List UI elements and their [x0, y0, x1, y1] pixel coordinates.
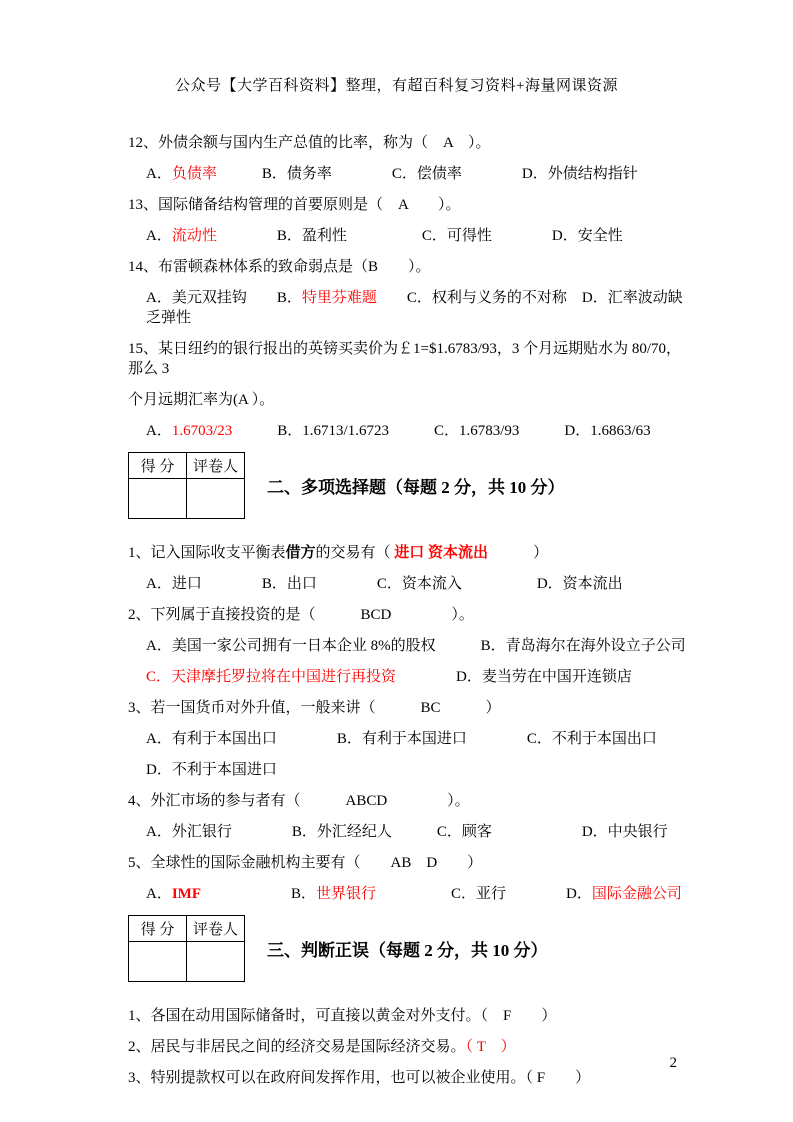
text-line — [128, 339, 686, 379]
text-line — [128, 543, 686, 563]
text-segment: 国际金融公司 — [591, 886, 682, 902]
text-line — [128, 729, 686, 749]
content-blocks — [128, 133, 686, 1088]
text-segment: 3、若一国货币对外升值，一般来讲（ BC ） — [128, 700, 501, 716]
text-segment: 进口 资本流出 — [394, 545, 489, 561]
text-line — [128, 791, 686, 811]
section-title: 三、判断正误（每题 2 分，共 10 分） — [267, 941, 548, 960]
text-segment: 1、各国在动用国际储备时，可直接以黄金对外支付。（ F ） — [128, 1008, 557, 1024]
text-line — [128, 636, 686, 656]
text-line — [128, 760, 686, 780]
text-segment: B．盈利性 C．可得性 D．安全性 — [216, 228, 623, 244]
score-blank-cell — [129, 479, 187, 519]
text-segment: 3、特别提款权可以在政府间发挥作用，也可以被企业使用。（ F ） — [128, 1070, 591, 1086]
text-line — [128, 164, 686, 184]
score-table-header-row — [129, 453, 245, 479]
text-line — [128, 698, 686, 718]
text-segment: 个月远期汇率为(A ）。 — [128, 392, 275, 408]
text-segment: 负债率 — [171, 166, 217, 182]
text-segment: 5、全球性的国际金融机构主要有（ AB D ） — [128, 855, 483, 871]
grader-label-cell: 评卷人 — [187, 916, 245, 942]
grader-blank-cell — [187, 942, 245, 982]
score-label-cell: 得 分 — [129, 916, 187, 942]
text-line — [128, 574, 686, 594]
text-line — [128, 257, 686, 277]
text-segment: （ T ） — [465, 1039, 516, 1055]
text-segment: 13、国际储备结构管理的首要原则是（ A ）。 — [128, 197, 461, 213]
text-segment: 1.6703/23 — [171, 423, 233, 439]
grader-label-cell: 评卷人 — [187, 453, 245, 479]
text-line — [128, 605, 686, 625]
section-title: 二、多项选择题（每题 2 分，共 10 分） — [267, 478, 565, 497]
text-segment: 4、外汇市场的参与者有（ ABCD ）。 — [128, 793, 470, 809]
score-blank-cell — [129, 942, 187, 982]
text-segment: 流动性 — [171, 228, 217, 244]
text-segment: A．美元双挂钩 B． — [146, 290, 302, 306]
text-segment: A． — [146, 166, 172, 182]
score-section — [128, 915, 686, 982]
text-segment: 借方 — [285, 545, 316, 561]
score-table-header-row — [129, 916, 245, 942]
grader-blank-cell — [187, 479, 245, 519]
score-table — [128, 915, 245, 982]
text-segment: 特里芬难题 — [301, 290, 377, 306]
text-line — [128, 1006, 686, 1026]
text-segment: A．外汇银行 B．外汇经纪人 C．顾客 D．中央银行 — [146, 824, 668, 840]
text-segment: 2、下列属于直接投资的是（ BCD ）。 — [128, 607, 474, 623]
text-line — [128, 884, 686, 904]
text-segment: A．进口 B．出口 C．资本流入 D．资本流出 — [146, 576, 623, 592]
text-segment: C．权利与义务的不对称 D．汇率波动缺乏弹性 — [146, 290, 683, 326]
text-segment: B． — [201, 886, 317, 902]
text-segment: A． — [146, 228, 172, 244]
score-label-cell: 得 分 — [129, 453, 187, 479]
text-segment: 12、外债余额与国内生产总值的比率，称为（ A ）。 — [128, 135, 491, 151]
text-segment: A．有利于本国出口 B．有利于本国进口 C．不利于本国出口 — [146, 731, 657, 747]
score-table-blank-row — [129, 479, 245, 519]
text-line — [128, 421, 686, 441]
text-segment: A．美国一家公司拥有一日本企业 8%的股权 B．青岛海尔在海外设立子公司 — [146, 638, 686, 654]
score-section — [128, 452, 686, 519]
text-segment: B．债务率 C．偿债率 D．外债结构指针 — [216, 166, 638, 182]
text-line — [128, 667, 686, 687]
text-segment: 的交易有（ — [315, 545, 395, 561]
text-segment: 14、布雷顿森林体系的致命弱点是（B ）。 — [128, 259, 431, 275]
text-segment: D．不利于本国进口 — [146, 762, 277, 778]
page-header: 公众号【大学百科资料】整理，有超百科复习资料+海量网课资源 — [175, 78, 618, 94]
text-line — [128, 390, 686, 410]
text-segment: C．亚行 D． — [376, 886, 592, 902]
text-segment: 1、记入国际收支平衡表 — [128, 545, 286, 561]
text-line — [128, 1068, 686, 1088]
text-segment: 世界银行 — [316, 886, 377, 902]
text-line — [128, 822, 686, 842]
score-table-blank-row — [129, 942, 245, 982]
text-segment: 2、居民与非居民之间的经济交易是国际经济交易。 — [128, 1039, 466, 1055]
page-number: 2 — [669, 1055, 677, 1071]
text-line — [128, 1037, 686, 1057]
score-table — [128, 452, 245, 519]
text-segment: B．1.6713/1.6723 C．1.6783/93 D．1.6863/63 — [232, 423, 651, 439]
text-line — [128, 133, 686, 153]
text-segment: 15、某日纽约的银行报出的英镑买卖价为￡1=$1.6783/93，3 个月远期贴水为 80/70，那么 3 — [128, 341, 682, 377]
text-segment: C．天津摩托罗拉将在中国进行再投资 — [146, 669, 397, 685]
text-line — [128, 195, 686, 215]
text-segment: A． — [146, 886, 172, 902]
text-segment: A． — [146, 423, 172, 439]
text-line — [128, 226, 686, 246]
text-line — [128, 288, 686, 328]
text-segment: ） — [488, 545, 549, 561]
text-segment: D．麦当劳在中国开连锁店 — [396, 669, 632, 685]
text-line — [128, 853, 686, 873]
text-segment: IMF — [171, 886, 202, 902]
